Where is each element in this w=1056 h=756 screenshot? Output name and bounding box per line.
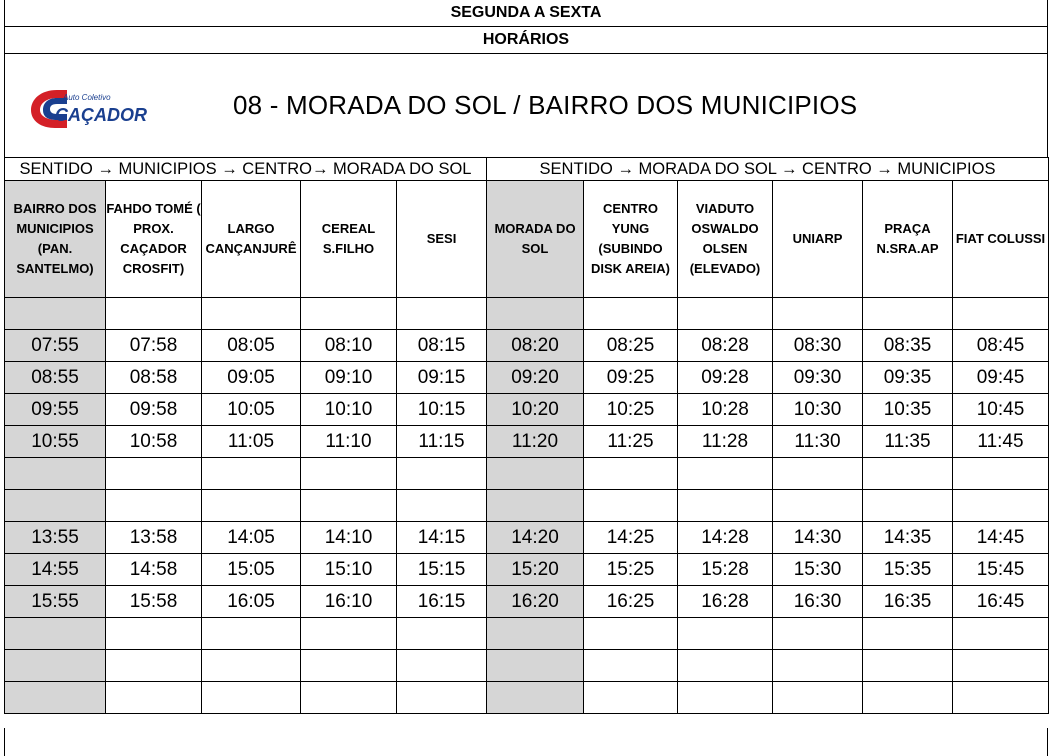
time-cell: 14:15 [397, 522, 487, 554]
time-cell [301, 650, 397, 682]
time-cell: 08:58 [106, 362, 202, 394]
time-cell: 11:20 [487, 426, 584, 458]
time-cell [678, 490, 773, 522]
time-cell: 10:05 [202, 394, 301, 426]
time-cell [584, 458, 678, 490]
direction-return: SENTIDO → MORADA DO SOL → CENTRO → MUNICIPIOS [487, 158, 1049, 181]
time-cell [487, 298, 584, 330]
time-cell: 10:30 [773, 394, 863, 426]
column-header: FIAT COLUSSI [953, 181, 1049, 298]
time-cell: 10:28 [678, 394, 773, 426]
time-cell [5, 490, 106, 522]
time-cell: 10:58 [106, 426, 202, 458]
time-cell: 10:45 [953, 394, 1049, 426]
time-cell [487, 618, 584, 650]
direction-row [5, 158, 1049, 181]
time-cell [863, 298, 953, 330]
time-cell: 15:55 [5, 586, 106, 618]
time-cell [5, 298, 106, 330]
column-header: CENTRO YUNG (SUBINDO DISK AREIA) [584, 181, 678, 298]
table-row [5, 522, 1049, 554]
time-cell [773, 618, 863, 650]
time-cell: 14:20 [487, 522, 584, 554]
column-header: LARGO CANÇANJURÊ [202, 181, 301, 298]
column-header: CEREAL S.FILHO [301, 181, 397, 298]
time-cell: 09:30 [773, 362, 863, 394]
time-cell [863, 650, 953, 682]
time-cell: 09:15 [397, 362, 487, 394]
sheet-footer [4, 728, 1048, 756]
time-cell: 14:30 [773, 522, 863, 554]
column-header: UNIARP [773, 181, 863, 298]
time-cell: 08:20 [487, 330, 584, 362]
column-header: MORADA DO SOL [487, 181, 584, 298]
table-row [5, 330, 1049, 362]
time-cell: 11:15 [397, 426, 487, 458]
time-cell: 14:10 [301, 522, 397, 554]
time-cell [678, 298, 773, 330]
logo-line2: CAÇADOR [55, 105, 147, 125]
table-row [5, 586, 1049, 618]
time-cell: 15:30 [773, 554, 863, 586]
time-cell: 08:45 [953, 330, 1049, 362]
column-header: SESI [397, 181, 487, 298]
time-cell: 08:35 [863, 330, 953, 362]
time-cell: 14:55 [5, 554, 106, 586]
days-header: SEGUNDA A SEXTA [4, 0, 1048, 27]
time-cell [106, 650, 202, 682]
time-cell: 16:35 [863, 586, 953, 618]
time-cell: 10:20 [487, 394, 584, 426]
time-cell [397, 298, 487, 330]
time-cell: 09:10 [301, 362, 397, 394]
time-cell: 08:05 [202, 330, 301, 362]
time-cell: 09:28 [678, 362, 773, 394]
time-cell: 11:45 [953, 426, 1049, 458]
time-cell: 11:28 [678, 426, 773, 458]
time-cell [773, 650, 863, 682]
time-cell [953, 458, 1049, 490]
logo-line1: Auto Coletivo [63, 93, 111, 102]
column-header-row [5, 181, 1049, 298]
time-cell [202, 490, 301, 522]
time-cell [584, 682, 678, 714]
time-cell: 10:55 [5, 426, 106, 458]
time-cell [5, 618, 106, 650]
time-cell [397, 490, 487, 522]
time-cell: 16:10 [301, 586, 397, 618]
time-cell [584, 650, 678, 682]
time-cell: 09:05 [202, 362, 301, 394]
time-cell: 10:25 [584, 394, 678, 426]
time-cell: 14:05 [202, 522, 301, 554]
time-cell: 15:15 [397, 554, 487, 586]
time-cell [5, 682, 106, 714]
time-cell [397, 458, 487, 490]
direction-outbound: SENTIDO → MUNICIPIOS → CENTRO→ MORADA DO SOL [5, 158, 487, 181]
time-cell [487, 682, 584, 714]
time-cell: 09:25 [584, 362, 678, 394]
table-row [5, 426, 1049, 458]
time-cell: 09:45 [953, 362, 1049, 394]
table-row [5, 490, 1049, 522]
time-cell: 09:20 [487, 362, 584, 394]
time-cell [301, 458, 397, 490]
time-cell [301, 298, 397, 330]
time-cell: 08:15 [397, 330, 487, 362]
time-cell [584, 490, 678, 522]
table-row [5, 394, 1049, 426]
time-cell: 15:10 [301, 554, 397, 586]
time-cell: 15:25 [584, 554, 678, 586]
time-cell [106, 618, 202, 650]
time-cell: 14:25 [584, 522, 678, 554]
time-cell [301, 618, 397, 650]
time-cell [202, 298, 301, 330]
time-cell [773, 682, 863, 714]
time-cell [487, 458, 584, 490]
timetable [4, 157, 1049, 714]
table-row [5, 298, 1049, 330]
time-cell: 14:58 [106, 554, 202, 586]
time-cell: 08:25 [584, 330, 678, 362]
time-cell: 07:58 [106, 330, 202, 362]
time-cell [5, 458, 106, 490]
time-cell: 16:05 [202, 586, 301, 618]
time-cell [106, 458, 202, 490]
time-cell: 08:10 [301, 330, 397, 362]
time-cell [487, 490, 584, 522]
time-cell: 11:10 [301, 426, 397, 458]
time-cell: 10:35 [863, 394, 953, 426]
time-cell [202, 682, 301, 714]
time-cell: 16:30 [773, 586, 863, 618]
time-cell: 11:35 [863, 426, 953, 458]
time-cell [397, 682, 487, 714]
time-cell: 15:58 [106, 586, 202, 618]
time-cell: 09:55 [5, 394, 106, 426]
time-cell: 16:28 [678, 586, 773, 618]
time-cell [202, 650, 301, 682]
time-cell: 15:05 [202, 554, 301, 586]
time-cell: 13:58 [106, 522, 202, 554]
time-cell: 08:28 [678, 330, 773, 362]
time-cell [301, 490, 397, 522]
time-cell [773, 458, 863, 490]
time-cell [953, 298, 1049, 330]
time-cell [106, 490, 202, 522]
time-cell [863, 458, 953, 490]
column-header: VIADUTO OSWALDO OLSEN (ELEVADO) [678, 181, 773, 298]
table-row [5, 458, 1049, 490]
time-cell: 14:28 [678, 522, 773, 554]
time-cell [773, 490, 863, 522]
route-title: 08 - MORADA DO SOL / BAIRRO DOS MUNICIPIOS [233, 90, 858, 120]
column-header: BAIRRO DOS MUNICIPIOS (PAN. SANTELMO) [5, 181, 106, 298]
time-cell: 08:30 [773, 330, 863, 362]
table-row [5, 682, 1049, 714]
time-cell [863, 682, 953, 714]
time-cell [301, 682, 397, 714]
time-cell [678, 650, 773, 682]
table-row [5, 554, 1049, 586]
time-cell: 16:45 [953, 586, 1049, 618]
time-cell: 10:15 [397, 394, 487, 426]
time-cell: 16:25 [584, 586, 678, 618]
time-cell [397, 650, 487, 682]
title-box [4, 53, 1048, 158]
time-cell: 15:20 [487, 554, 584, 586]
time-cell [863, 490, 953, 522]
time-cell: 14:45 [953, 522, 1049, 554]
time-cell: 08:55 [5, 362, 106, 394]
time-cell [953, 618, 1049, 650]
time-cell [773, 298, 863, 330]
time-cell [487, 650, 584, 682]
time-cell [584, 618, 678, 650]
time-cell: 14:35 [863, 522, 953, 554]
time-cell: 10:10 [301, 394, 397, 426]
time-cell: 13:55 [5, 522, 106, 554]
time-cell: 11:25 [584, 426, 678, 458]
company-logo [27, 86, 152, 130]
time-cell [5, 650, 106, 682]
table-row [5, 362, 1049, 394]
time-cell [953, 682, 1049, 714]
time-cell [678, 618, 773, 650]
time-cell [678, 458, 773, 490]
table-row [5, 618, 1049, 650]
time-cell [202, 458, 301, 490]
time-cell: 15:35 [863, 554, 953, 586]
column-header: FAHDO TOMÉ ( PROX. CAÇADOR CROSFIT) [106, 181, 202, 298]
time-cell [106, 298, 202, 330]
time-cell [106, 682, 202, 714]
time-cell [953, 650, 1049, 682]
time-cell: 11:05 [202, 426, 301, 458]
time-cell: 09:58 [106, 394, 202, 426]
time-cell: 16:20 [487, 586, 584, 618]
time-cell: 11:30 [773, 426, 863, 458]
section-header: HORÁRIOS [4, 26, 1048, 54]
time-cell: 15:28 [678, 554, 773, 586]
time-cell [678, 682, 773, 714]
table-row [5, 650, 1049, 682]
time-cell: 16:15 [397, 586, 487, 618]
time-cell [584, 298, 678, 330]
time-cell: 09:35 [863, 362, 953, 394]
column-header: PRAÇA N.SRA.AP [863, 181, 953, 298]
time-cell: 15:45 [953, 554, 1049, 586]
schedule-sheet [4, 0, 1048, 756]
time-cell [953, 490, 1049, 522]
time-cell [397, 618, 487, 650]
time-cell [202, 618, 301, 650]
time-cell [863, 618, 953, 650]
time-cell: 07:55 [5, 330, 106, 362]
